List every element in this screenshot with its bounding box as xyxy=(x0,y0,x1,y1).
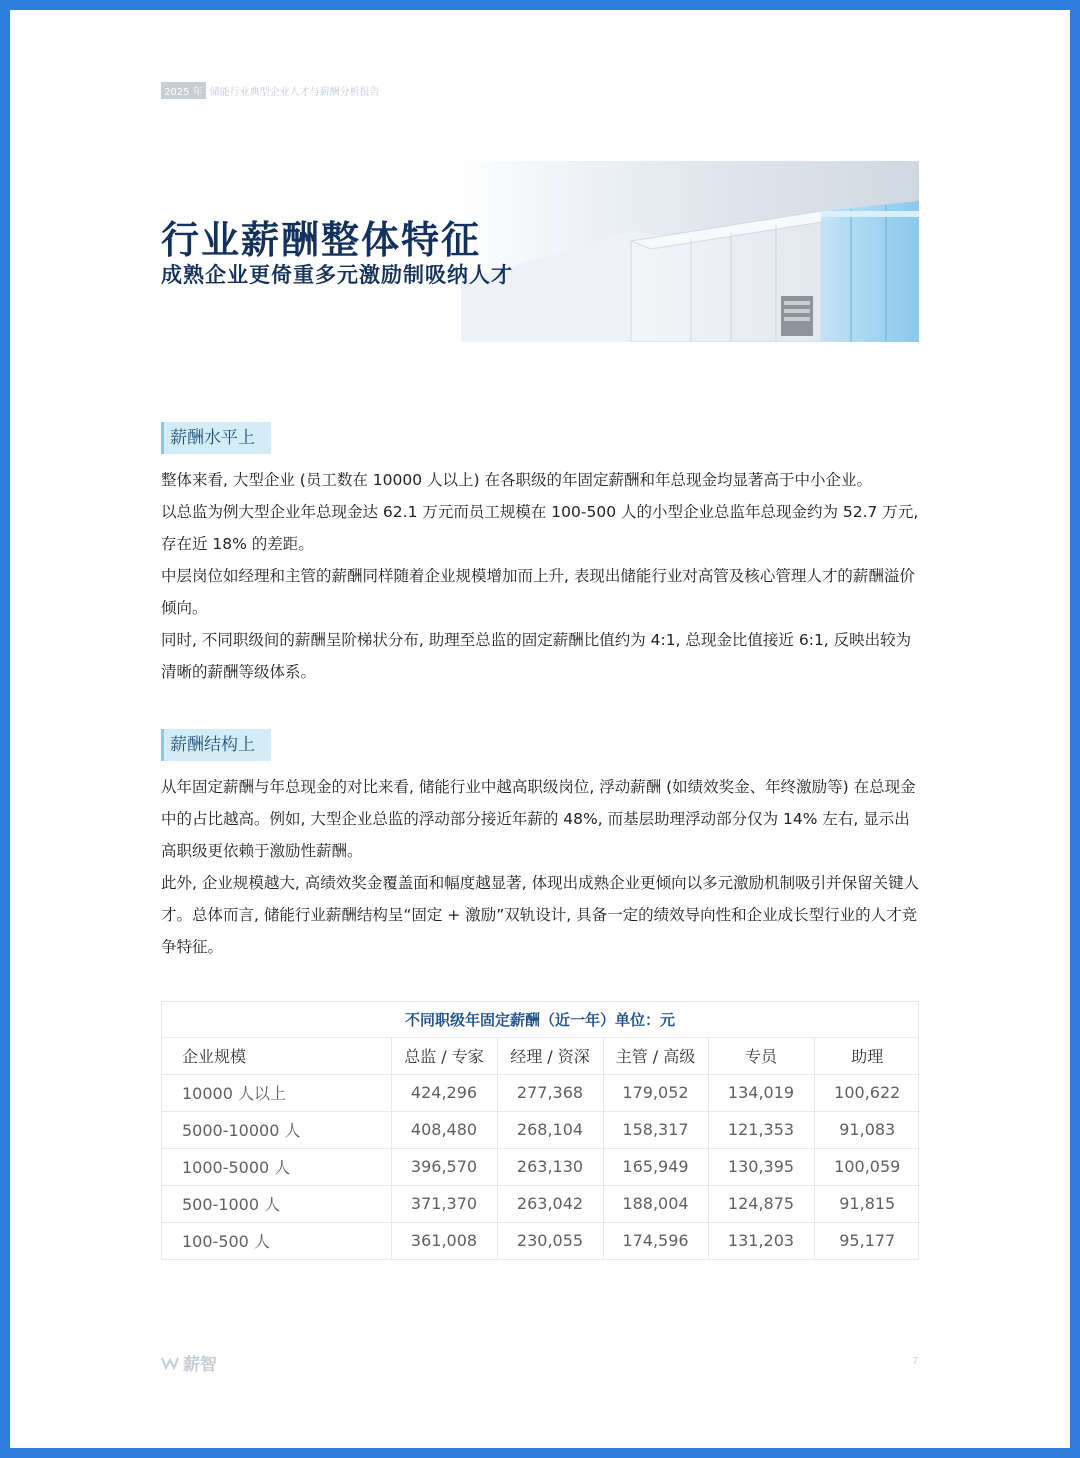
salary-data-table xyxy=(162,1038,920,1259)
page-title: 行业薪酬整体特征 xyxy=(161,217,482,262)
table-cell: 121,353 xyxy=(708,1111,814,1148)
column-header: 企业规模 xyxy=(162,1038,391,1074)
table-cell: 100-500 人 xyxy=(162,1222,391,1259)
table-cell: 230,055 xyxy=(497,1222,603,1259)
year-tag: 2025 年 xyxy=(161,82,206,99)
report-title: 储能行业典型企业人才与薪酬分析报告 xyxy=(209,87,380,98)
paragraph: 同时, 不同职级间的薪酬呈阶梯状分布, 助理至总监的固定薪酬比值约为 4:1, 总现金比值接近 6:1, 反映出较为清晰的薪酬等级体系。 xyxy=(161,631,912,681)
table-cell: 371,370 xyxy=(391,1185,497,1222)
table-row xyxy=(162,1222,920,1259)
footer-logo xyxy=(161,1350,217,1375)
column-header: 助理 xyxy=(814,1038,920,1074)
paragraph: 从年固定薪酬与年总现金的对比来看, 储能行业中越高职级岗位, 浮动薪酬 (如绩效奖金、年终激励等) 在总现金中的占比越高。例如, 大型企业总监的浮动部分接近年薪的 48%, 而基层助理浮动部分仅为 14% 左右, 显示出高职级更依赖于激励性薪酬。 xyxy=(161,778,916,860)
paragraph: 以总监为例大型企业年总现金达 62.1 万元而员工规模在 100-500 人的小型企业总监年总现金约为 52.7 万元,存在近 18% 的差距。 xyxy=(161,503,919,553)
table-cell: 100,622 xyxy=(814,1074,920,1111)
table-cell: 10000 人以上 xyxy=(162,1074,391,1111)
section-body-salary-structure xyxy=(161,771,921,963)
table-cell: 268,104 xyxy=(497,1111,603,1148)
table-cell: 95,177 xyxy=(839,1231,896,1251)
table-cell: 263,042 xyxy=(497,1185,603,1222)
title-banner xyxy=(161,161,919,342)
column-header: 主管 / 高级 xyxy=(603,1038,708,1074)
table-cell: 500-1000 人 xyxy=(162,1185,391,1222)
table-header-row xyxy=(162,1038,920,1074)
paragraph: 此外, 企业规模越大, 高绩效奖金覆盖面和幅度越显著, 体现出成熟企业更倾向以多元激励机制吸引并保留关键人才。总体而言, 储能行业薪酬结构呈“固定 + 激励”双轨设计, 具备一定的绩效导向性和企业成长型行业的人才竞争特征。 xyxy=(161,874,920,956)
column-header: 经理 / 资深 xyxy=(497,1038,603,1074)
table-cell: 277,368 xyxy=(497,1074,603,1111)
table-cell: 124,875 xyxy=(708,1185,814,1222)
report-page xyxy=(10,10,1070,1448)
brand-mark-icon xyxy=(161,1356,179,1370)
table-row xyxy=(162,1185,920,1222)
running-header xyxy=(161,82,380,99)
table-cell: 1000-5000 人 xyxy=(162,1148,391,1185)
table-cell: 134,019 xyxy=(708,1074,814,1111)
section-heading-salary-structure: 薪酬结构上 xyxy=(161,729,271,761)
table-cell: 100,059 xyxy=(814,1148,920,1185)
table-cell: 361,008 xyxy=(391,1222,497,1259)
table-cell: 131,203 xyxy=(708,1222,814,1259)
table-cell: 91,083 xyxy=(814,1111,920,1148)
column-header: 专员 xyxy=(708,1038,814,1074)
page-number: 7 xyxy=(912,1356,919,1367)
table-cell: 5000-10000 人 xyxy=(162,1111,391,1148)
salary-table xyxy=(161,1001,919,1260)
paragraph: 整体来看, 大型企业 (员工数在 10000 人以上) 在各职级的年固定薪酬和年总现金均显著高于中小企业。 xyxy=(161,471,872,489)
table-row xyxy=(162,1148,920,1185)
table-cell: 396,570 xyxy=(391,1148,497,1185)
table-row xyxy=(162,1111,920,1148)
logo-text: 薪智 xyxy=(183,1355,217,1375)
table-cell: 424,296 xyxy=(391,1074,497,1111)
table-cell: 91,815 xyxy=(814,1185,920,1222)
page-subtitle: 成熟企业更倚重多元激励制吸纳人才 xyxy=(161,262,513,287)
table-cell: 130,395 xyxy=(708,1148,814,1185)
table-row xyxy=(162,1074,920,1111)
table-cell: 408,480 xyxy=(391,1111,497,1148)
table-cell: 174,596 xyxy=(603,1222,708,1259)
paragraph: 中层岗位如经理和主管的薪酬同样随着企业规模增加而上升, 表现出储能行业对高管及核心管理人才的薪酬溢价倾向。 xyxy=(161,567,915,617)
table-cell: 263,130 xyxy=(497,1148,603,1185)
table-title: 不同职级年固定薪酬（近一年）单位：元 xyxy=(162,1002,918,1038)
table-cell: 165,949 xyxy=(603,1148,708,1185)
section-body-salary-level xyxy=(161,464,921,688)
table-cell: 179,052 xyxy=(603,1074,708,1111)
column-header: 总监 / 专家 xyxy=(391,1038,497,1074)
table-cell: 188,004 xyxy=(603,1185,708,1222)
table-cell: 158,317 xyxy=(603,1111,708,1148)
section-heading-salary-level: 薪酬水平上 xyxy=(161,422,271,454)
